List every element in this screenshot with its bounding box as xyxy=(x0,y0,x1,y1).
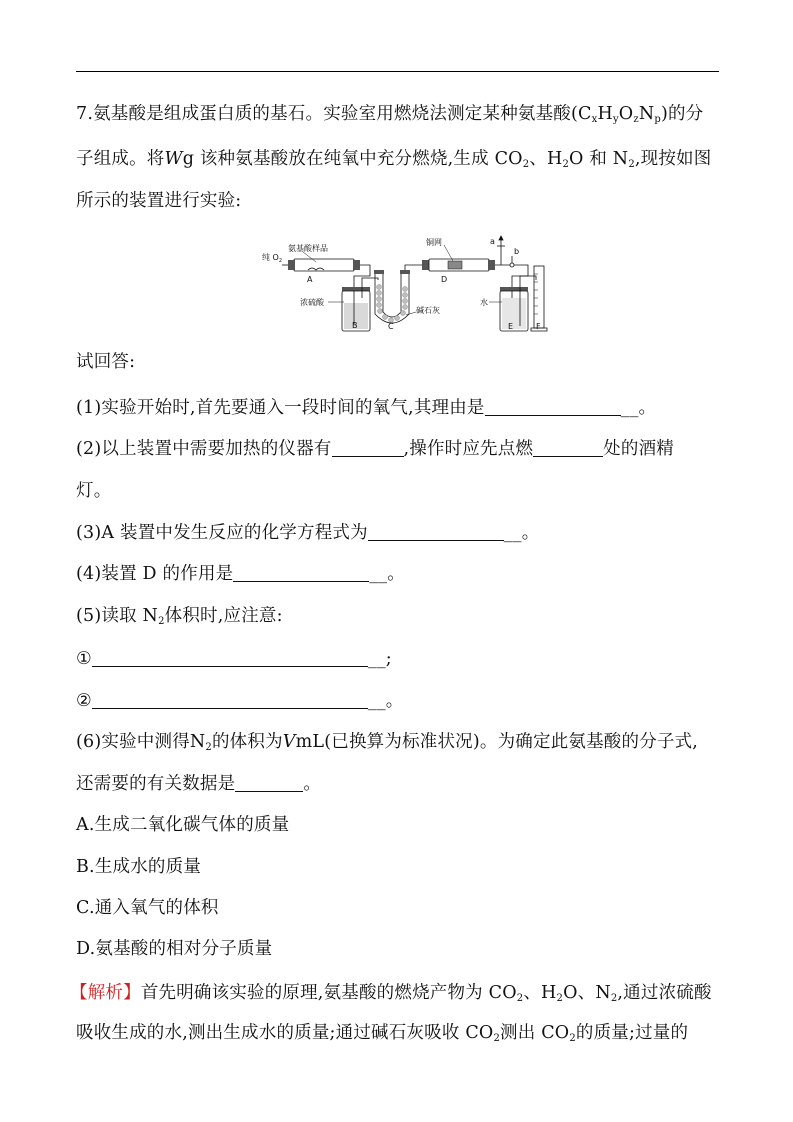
label-pure-o2: 纯 $O_2$ xyxy=(262,253,283,264)
label-copper-mesh: 铜网 xyxy=(426,238,442,247)
analysis-line-1: 【解析】首先明确该实验的原理,氨基酸的燃烧产物为 $CO_2$、$H_2O$、$N_2$,通过浓硫酸 xyxy=(70,983,712,1004)
item-5: (5)读取 $N_2$体积时,应注意: xyxy=(76,606,283,627)
item-2-cont: 灯。 xyxy=(76,481,112,501)
question-line-2: 子组成。将Wg 该种氨基酸放在纯氧中充分燃烧,生成 $CO_2$、$H_2O$ 和 $N_2$,现按如图 xyxy=(76,149,712,170)
answer-blank-1[interactable] xyxy=(485,399,621,416)
answer-blank-5a[interactable] xyxy=(92,650,368,667)
label-A: A xyxy=(307,275,313,284)
analysis-line-2: 吸收生成的水,测出生成水的质量;通过碱石灰吸收 $CO_2$测出 $CO_2$的质量;过量的 xyxy=(76,1023,689,1044)
prompt: 试回答: xyxy=(76,352,136,372)
label-B: B xyxy=(352,321,358,330)
sample-pile xyxy=(308,268,324,270)
answer-blank-2a[interactable] xyxy=(332,440,404,457)
analysis-tag: 【解析】 xyxy=(70,983,141,1003)
tube-A xyxy=(294,259,354,271)
answer-blank-6[interactable] xyxy=(235,775,303,792)
answer-blank-5b[interactable] xyxy=(92,692,368,709)
answer-blank-3[interactable] xyxy=(368,524,504,541)
option-C: C.通入氧气的体积 xyxy=(76,898,219,918)
label-E: E xyxy=(508,322,514,331)
copper-mesh xyxy=(448,261,462,269)
option-B: B.生成水的质量 xyxy=(76,857,202,877)
item-6-cont: 还需要的有关数据是 。 xyxy=(76,774,322,794)
label-water: 水 xyxy=(480,298,488,307)
item-3: (3)A 装置中发生反应的化学方程式为 __。 xyxy=(76,523,540,543)
option-A: A.生成二氧化碳气体的质量 xyxy=(76,815,290,835)
label-conc-h2so4: 浓硫酸 xyxy=(300,298,324,307)
answer-blank-2b[interactable] xyxy=(533,440,603,457)
item-1: (1)实验开始时,首先要通入一段时间的氧气,其理由是 __。 xyxy=(76,398,657,418)
item-6: (6)实验中测得$N_2$的体积为VmL(已换算为标准状况)。为确定此氨基酸的分子式, xyxy=(76,732,699,753)
label-C: C xyxy=(388,322,394,331)
label-b: b xyxy=(514,247,520,256)
label-soda-lime: 碱石灰 xyxy=(416,306,440,315)
label-a: a xyxy=(490,237,495,246)
label-sample: 氨基酸样品 xyxy=(288,244,328,253)
option-D: D.氨基酸的相对分子质量 xyxy=(76,939,273,959)
item-5-note-2: ② __。 xyxy=(76,691,404,711)
answer-blank-4[interactable] xyxy=(233,565,369,582)
item-2: (2)以上装置中需要加热的仪器有 ,操作时应先点燃 处的酒精 xyxy=(76,439,674,459)
question-line-1: 7.氨基酸是组成蛋白质的基石。实验室用燃烧法测定某种氨基酸$(C_xH_yO_zN_p)$的分 xyxy=(76,104,704,125)
item-5-note-1: ① __; xyxy=(76,649,392,669)
header-rule xyxy=(76,71,719,72)
label-F: F xyxy=(536,322,541,331)
item-4: (4)装置 D 的作用是 __。 xyxy=(76,564,405,584)
apparatus-diagram xyxy=(258,232,558,338)
label-D: D xyxy=(441,275,448,284)
cylinder-F xyxy=(534,266,544,328)
question-line-3: 所示的装置进行实验: xyxy=(76,191,242,211)
